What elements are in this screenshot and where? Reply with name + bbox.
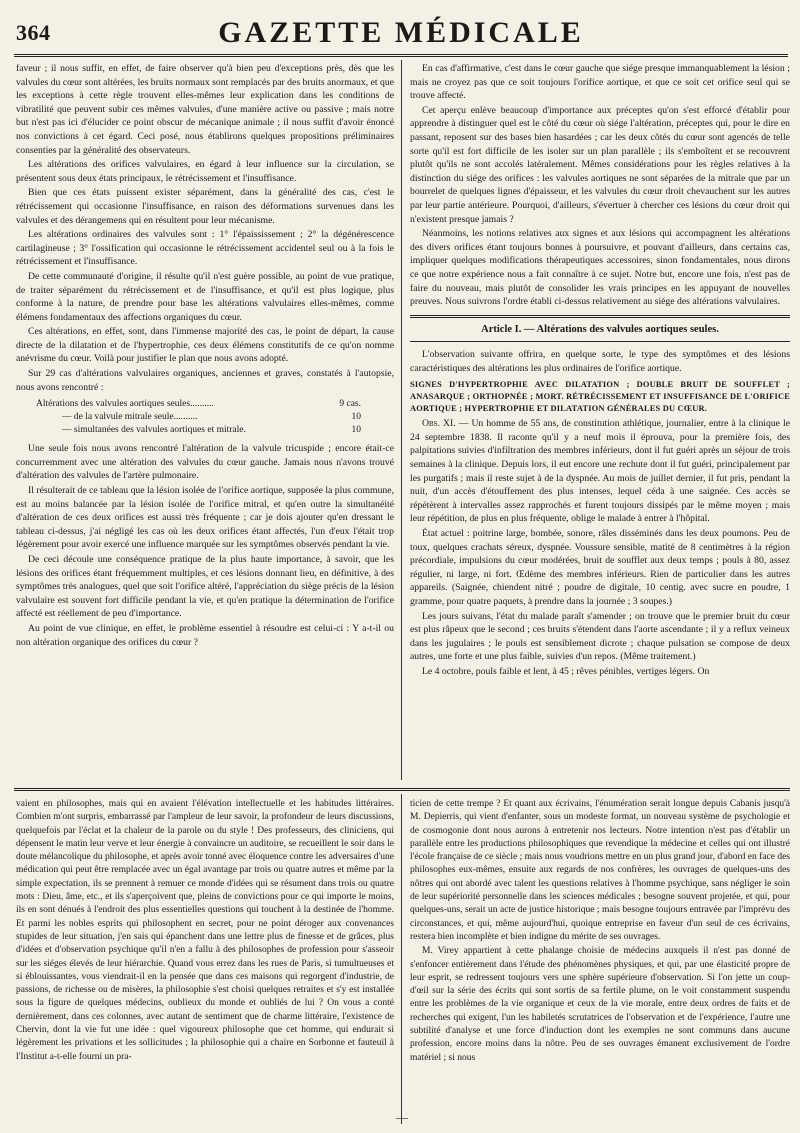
- paragraph: Les altérations ordinaires des valvules sont : 1° l'épaississement ; 2° la dégénérescence cartilagineuse ; 3° l'ossification qui occasionne le rétrécissement accidentel seul ou à la fois le rétrécissement et l'insuffisance.: [16, 229, 394, 268]
- observation-text: — Un homme de 55 ans, de constitution athlétique, journalier, entre à la clinique le 24 septembre 1838. Il raconte qu'il y a neuf mois il éprouva, pour la première fois, des palpitations suivies d'infiltration des membres inférieurs, dont il fut guéri après un séjour de trois semaines à la clinique. Depuis lors, il eut encore une rechute dont il fut guéri, principalement par les purgatifs ; mais il reste sujet à de la dyspnée. Au mois de juillet dernier, il fut pris, pendant la nuit, d'un accès d'étouffement des plus intenses, lequel céda à une saignée. Ces accès se répétèrent à intervalles assez rapprochés et furent toujours dissipés par le même moyen ; mais leur répétition, de plus en plus fréquente, oblige le malade à entrer à l'hôpital.: [410, 418, 790, 525]
- observation-paragraph: [410, 417, 790, 526]
- right-column: [410, 62, 790, 780]
- paragraph: Il résulterait de ce tableau que la lésion isolée de l'orifice aortique, supposée la plus commune, est au moins balancée par la lésion isolée de l'orifice mitral, et qu'en outre la simultanéité d'altération de ces deux orifices est aussi très fréquente ; car je dois ajouter qu'en dressant le tableau ci-dessus, j'ai négligé les cas où les deux orifices étant affectés, l'un d'eux l'était trop légèrement pour avoir exercé une influence marquée sur les symptômes observés pendant la vie.: [16, 485, 394, 551]
- paragraph: Cet aperçu enlève beaucoup d'importance aux préceptes qu'on s'est efforcé d'établir pour apprendre à distinguer quel est le côté du cœur où siége l'altération, préceptes qui, pour le dire en passant, reposent sur des bases bien hasardées ; car les deux côtés du cœur sont agencés de telle sorte qu'il est fort difficile de les isoler sur un plan parallèle ; ils s'emboîtent et se recouvrent plutôt qu'ils ne sont accolés latéralement. Mêmes considérations pour les règles relatives à la distinction du siége des orifices : les valvules aortiques ne sont séparées de la mitrale que par un bourrelet de quelques lignes d'épaisseur, et les valvules du cœur droit chevauchent sur les autres par leur partie antérieure. Pourquoi, d'ailleurs, s'évertuer à chercher ces lésions du cœur droit qui n'existent presque jamais ?: [410, 104, 790, 225]
- stats-value: 10: [351, 412, 361, 423]
- paragraph: En cas d'affirmative, c'est dans le cœur gauche que siége presque immanquablement la lésion ; mais ne croyez pas que ce soit toujours l'orifice aortique, et que ce soit cet orifice seul qui se trouve affecté.: [410, 63, 790, 102]
- article-intro: L'observation suivante offrira, en quelque sorte, le type des symptômes et des lésions caractéristiques des altérations les plus ordinaires de l'orifice aortique.: [410, 349, 790, 374]
- paragraph: État actuel : poitrine large, bombée, sonore, râles disséminés dans les deux poumons. Peu de toux, quelques crachats séreux, dyspnée. Voussure sensible, matité de 8 centimètres à la région précordiale, impulsions du cœur modérées, bruit de soufflet aux deux temps ; pouls à 80, assez régulier, ni large, ni fort. Œdème des membres inférieurs. Rien de particulier dans les autres appareils. (Saignée, chiendent nitré ; poudre de digitale, 10 centig. avec sucre en poudre, 1 gramme, pour quatre paquets, à prendre dans la journée ; 3 soupes.): [410, 528, 790, 607]
- paragraph: faveur ; il nous suffit, en effet, de faire observer qu'à bien peu d'exceptions près, dès que les valvules du cœur sont altérées, les bruits normaux sont remplacés par des bruits anormaux, et que les exceptions à cette règle trouvent elles-mêmes leur explication dans les conditions de vibratilité que peuvent subir ces mêmes valvules, d'une manière active ou passive ; mais notre but n'est pas ici d'élucider ce point obscur de mécanique animale ; il nous suffit d'avoir énoncé nos convictions à cet égard. Ceci posé, nous établirons quelques propositions préliminaires consenties par la généralité des observateurs.: [16, 63, 394, 156]
- case-heading: SIGNES D'HYPERTROPHIE AVEC DILATATION ; DOUBLE BRUIT DE SOUFFLET ; ANASARQUE ; ORTHOPNÉE ; MORT. RÉTRÉCISSEMENT ET INSUFFISANCE DE L'ORIFICE AORTIQUE ; HYPERTROPHIE ET DILATATION GÉNÉRALES DU CŒUR.: [410, 380, 790, 413]
- paragraph: Au point de vue clinique, en effet, le problème essentiel à résoudre est celui-ci : Y a-t-il ou non altération organique des orifices du cœur ?: [16, 622, 394, 648]
- feuilleton-left-column: [16, 798, 394, 1123]
- paragraph: Ces altérations, en effet, sont, dans l'immense majorité des cas, le point de départ, la cause directe de la dilatation et de l'hypertrophie, ces deux élémens constitutifs de ce qu'on nomme anévrisme du cœur. Voilà pour justifier le plan que nous avons adopté.: [16, 326, 394, 365]
- paragraph: M. Virey appartient à cette phalange choisie de médecins auxquels il n'est pas donné de s'enfoncer entièrement dans l'étude des phénomènes physiques, et qui, par une élasticité propre de leur esprit, se redressent toujours vers une sphère supérieure d'observation. Si l'on jette un coup-d'œil sur la série des écrits qui sont sortis de sa fertile plume, on le voit constamment suspendu entre les problèmes de la vie organique et ceux de la vie morale, entre deux ordres de faits et de recherches qui exigent, l'un les habiletés scrutatrices de l'observation et de l'expérience, l'autre une subtilité d'analyse et une force d'induction dont les exemples ne sont communs dans aucune profession, encore moins dans la nôtre. Peu de ses ouvrages émanent exclusivement de l'ordre matériel ; si nous: [410, 946, 790, 1063]
- paragraph: Le 4 octobre, pouls faible et lent, à 45 ; rêves pénibles, vertiges légers. On: [422, 665, 710, 677]
- stats-row: [36, 411, 394, 424]
- stats-label: Altérations des valvules aortiques seules..........: [36, 399, 214, 410]
- statistics-table: [36, 398, 394, 437]
- column-divider-bottom: [401, 794, 402, 1124]
- feuilleton-right-column: [410, 798, 790, 1123]
- stats-value: 10: [351, 425, 361, 436]
- stats-value: 9 cas.: [339, 399, 361, 410]
- paragraph: ticien de cette trempe ? Et quant aux écrivains, l'énumération serait longue depuis Cabanis jusqu'à M. Depierris, qui vient d'enfanter, sous un modeste format, un nouveau système de psychologie et de cosmogonie dont nous aurons à entretenir nos lecteurs. Notre intention n'est pas d'établir un parallèle entre les productions philosophiques que revendique la médecine et celles qui ont illustré l'école française de ce siècle ; mais nous voudrions mettre en un plus grand jour, d'abord en face des philosophes eux-mêmes, ensuite aux regards de nos confrères, les ouvrages de quelques-uns des nôtres qui ont abordé avec talent les questions relatives à l'homme psychique, sans négliger le soin de leur supériorité personnelle dans les sciences médicales ; besogne souvent projetée, et qui, pour quelques-uns, serait un acte de justice historique ; mais besogne toujours entravée par l'imprévu des circonstances, et qui, même aujourd'hui, quoique entreprise en faveur d'un seul de ces écrivains, restera bien incomplète et bien indigne du mérite de ses ouvrages.: [410, 799, 790, 942]
- article-title-rule: [410, 341, 790, 342]
- stats-row: [36, 424, 394, 437]
- column-divider: [401, 60, 402, 780]
- paragraph: Les altérations des orifices valvulaires, en égard à leur influence sur la circulation, se présentent sous deux états principaux, le rétrécissement et l'insuffisance.: [16, 159, 394, 184]
- observation-label: Obs. XI.: [422, 418, 456, 430]
- stats-row: [36, 398, 394, 411]
- paragraph: De ceci découle une conséquence pratique de la plus haute importance, à savoir, que les lésions des orifices étant fréquemment multiples, et ces lésions donnant lieu, en définitive, à des symptômes très analogues, quel que soit l'orifice altéré, l'appréciation du siège précis de la lésion valvulaire est souvent fort difficile pendant la vie, et qu'en pratique la détermination de l'orifice affecté est réellement de peu d'importance.: [16, 554, 394, 620]
- paragraph: De cette communauté d'origine, il résulte qu'il n'est guère possible, au point de vue pratique, de traiter séparément du rétrécissement et de l'insuffisance, et qu'il est plus logique, plus conforme à la nature, de prendre pour base les altérations valvulaires elles-mêmes, comme élémens fondamentaux des affections organiques du cœur.: [16, 270, 394, 323]
- paragraph: Sur 29 cas d'altérations valvulaires organiques, anciennes et graves, constatés à l'autopsie, nous avons rencontré :: [16, 368, 394, 393]
- masthead-title: GAZETTE MÉDICALE: [218, 16, 584, 49]
- stats-label: — de la valvule mitrale seule..........: [62, 412, 198, 423]
- paragraph: vaient en philosophes, mais qui en avaient l'élévation intellectuelle et les habitudes littéraires. Combien m'ont surpris, embarrassé par l'ampleur de leur savoir, la profondeur de leurs discussions, quelquefois par l'éclat et la chaleur de la parole ou du style ! Des professeurs, des cliniciens, qui dépensent le matin leur verve et leur énergie à convaincre un auditoire, se recueillent le soir dans le doute mélancolique du philosophe, et après avoir tonné avec éloquence contre les adversaires d'une médication qui peut être remplacée avec un égal avantage par trois ou quatre autres et même par la simple expectation, ils se prennent à remuer ce monde d'idées qui se résument dans trois ou quatre mots : Dieu, âme, etc., et ils s'aperçoivent que, pleins de convictions pour ce qui importe le moins, ils en sont dénués à l'endroit des plus essentielles questions qui touchent à la destinée de l'homme. Et parmi les nobles esprits qui philosophent en secret, pour ne point déroger aux convenances stupides de leur situation, j'en sais qui épanchent dans une lettre plus de finesse et de grâces, plus d'idées et d'observation psychique qu'il n'en a fallu à des philosophes de profession pour s'asseoir sur les siéges élevés de leur hiérarchie. Quand vous errez dans les rues de Paris, si tumultueuses et si éblouissantes, vous viendrait-il en la pensée que dans ces maisons qui regorgent d'industrie, de passions, de richesse ou de misères, la philosophie s'est choisi quelques retraites et s'y est installée sous la figure de quelques médecins, oublieux du monde et oubliés de lui ? On vous a conté dernièrement, dans ces colonnes, avec autant de sentiment que de charme littéraire, l'existence de Chervin, dont la vie fut une idée : quel vigoureux philosophe que cet homme, qui endurait si légèrement les privations et les sollicitudes ; la philosophie qui a chaire en Sorbonne et fauteuil à l'Institut a-t-elle fourni un pra-: [16, 799, 394, 1062]
- section-divider: [410, 315, 790, 318]
- paragraph: Une seule fois nous avons rencontré l'altération de la valvule tricuspide ; encore était-ce concurremment avec une altération des valvules du cœur gauche. Jamais nous n'avons trouvé d'altération des valvules de l'artère pulmonaire.: [16, 443, 394, 482]
- paragraph: Bien que ces états puissent exister séparément, dans la généralité des cas, c'est le rétrécissement qui occasionne l'insuffisance, en raison des déformations survenues dans les valvules et des dérangemens qui en résultent pour leur mécanisme.: [16, 187, 394, 226]
- stats-label: — simultanées des valvules aortiques et mitrale.: [62, 425, 246, 436]
- left-column: [16, 62, 394, 780]
- feuilleton-divider: [14, 788, 790, 791]
- article-title: Article I. — Altérations des valvules aortiques seules.: [481, 323, 719, 335]
- page-number: 364: [16, 20, 51, 45]
- paragraph: Néanmoins, les notions relatives aux signes et aux lésions qui accompagnent les altérations des divers orifices étant toujours bonnes à poursuivre, et pouvant d'ailleurs, dans certains cas, impliquer quelques modifications thérapeutiques accessoires, sinon fondamentales, nous dirons ce que notre expérience nous a fait connaître à ce sujet. Notre but, encore une fois, n'est pas de faire du nouveau, mais plutôt de consolider les vrais principes en les appuyant de nouvelles preuves. Nous suivrons l'ordre établi ci-dessus relativement au siége des altérations valvulaires.: [410, 228, 790, 308]
- paragraph: Les jours suivans, l'état du malade paraît s'amender ; on trouve que le premier bruit du cœur est plus râpeux que le second ; ces bruits s'étendent dans l'aorte ascendante ; il y a reflux veineux dans les jugulaires ; le pouls est sensiblement dicrote ; chaque pulsation se compose de deux autres, une forte et une plus faible, suivies d'un repos. (Même traitement.): [410, 610, 790, 663]
- footer-dash: —: [396, 1110, 408, 1124]
- page-header: [14, 6, 788, 57]
